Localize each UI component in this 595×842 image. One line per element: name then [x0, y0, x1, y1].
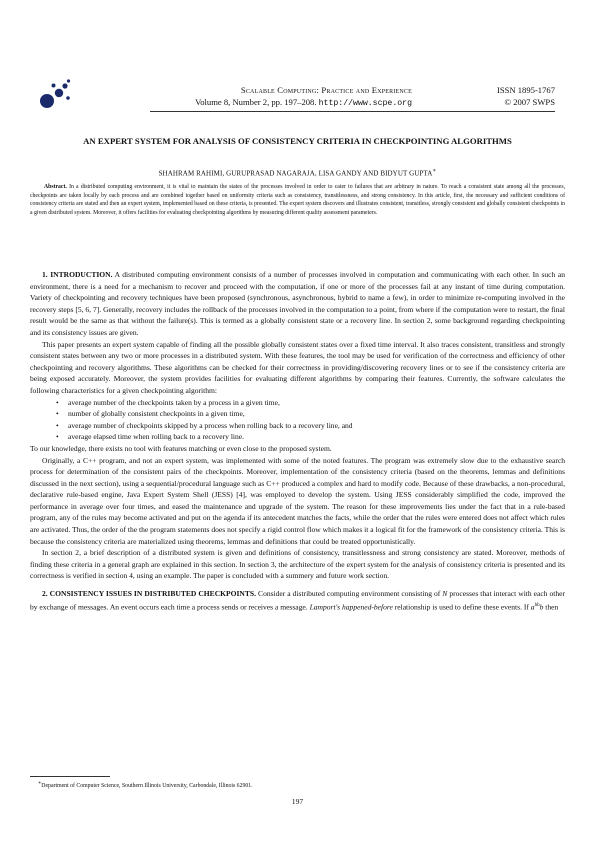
author-footnote-mark: ∗ [432, 168, 437, 174]
math-symbol: a [530, 602, 535, 612]
paragraph: Originally, a C++ program, and not an expert system, was implemented with some of the noted features. The program was extremely slow due to the exhaustive search process for determination of the consistent pairs of the checkpoints. Moreover, implementation of the consistency criteria (based on the theorems, lemmas and definitions discussed in the next section), using a sequential/procedural language such as C++ produced a complex and hard to modify code. Because of these drawbacks, a non-procedural, declarative rule-based engine, Java Expert System Shell (JESS) [4], was employed to develop the system. Using JESS considerably simplified the code, improved the performance in average over four times, and eased the maintenance and upgrade of the system. The reason for these improvements lies under the fact that in a rule-based program, any of the rules may become activated and put on the agenda if its antecedent matches the facts, while the order that the rules were entered does not affect which rules are activated. Thus, the order of the the program statements does not specify a rigid control flow which makes it a logical fit for the framework of the consistency criteria. This is because the consistency criteria are materialized using theorems, lemmas and definitions that could be treated opportunistically. [30, 455, 565, 546]
paragraph-text: processes that interact with each other by exchange of messages. An event occurs each time a process sends or receives a message. [30, 589, 566, 612]
paragraph: To our knowledge, there exists no tool with features matching or even close to the proposed system. [30, 443, 332, 453]
scpe-logo [38, 76, 72, 110]
abstract [30, 183, 565, 218]
list-item [56, 420, 565, 432]
intro-paragraph [30, 269, 565, 339]
paragraph-text: then [545, 602, 559, 612]
bullet-icon: • [56, 397, 59, 407]
bullet-icon: • [56, 420, 59, 430]
issn: ISSN 1895-1767 [496, 85, 555, 95]
bullet-icon: • [56, 409, 59, 419]
author-list [70, 168, 525, 177]
footnote-mark: ∗ [38, 781, 42, 786]
section-heading-consistency: 2. CONSISTENCY ISSUES IN DISTRIBUTED CHECKPOINTS. [42, 589, 257, 599]
list-item [56, 431, 565, 443]
footnote [38, 780, 558, 790]
volume-info: Volume 8, Number 2, pp. 197–208. [195, 97, 317, 107]
body-text [30, 269, 565, 613]
math-symbol: b [539, 602, 544, 612]
journal-name: Scalable Computing: Practice and Experience [240, 85, 412, 95]
section-heading-introduction: 1. INTRODUCTION. [42, 270, 113, 279]
volume-line [150, 96, 412, 110]
journal-header [150, 84, 412, 110]
header-rule [150, 111, 555, 112]
abstract-label: Abstract. [44, 184, 67, 190]
paragraph: This paper presents an expert system capable of finding all the possible globally consistent states over a fixed time interval. It also traces consistent, transitless and strongly consistent states between any two or more processes in a distributed system. With these features, the tool may be used for verification of the correctness and efficiency of other checkpointing and recovery algorithms. These algorithms can be checked for their correctness in providing/discovering recovery lines or to see if the consistency criteria are being exposed accurately. Moreover, the system provides facilities for evaluating different algorithms by comparing their features. Currently, the software calculates the following characteristics for a given checkpointing algorithm: [30, 339, 565, 395]
list-item-text: average elapsed time when rolling back to a recovery line. [68, 432, 245, 442]
list-item [56, 397, 565, 409]
page-number: 197 [291, 797, 304, 806]
paragraph: In section 2, a brief description of a distributed system is given and definitions of consistency, transitlessness and strong consistency are stated. Moreover, methods of finding these criteria in a general graph are explained in this section. In section 3, the architecture of the expert system for the analysis of consistency criteria is presented and its correctness is verified in section 4, using an example. The paper is concluded with a summery and future work section. [30, 548, 565, 581]
emphasis-text: Lamport's happened-before [309, 602, 393, 612]
abstract-text: In a distributed computing environment, it is vital to maintain the states of the processes involved in order to cater to failures that are arbitrary in nature. To reach a consistent state among all the processes, checkpoints are taken locally by each process and are combined together based on uniformity criteria such as consistency, transitlessness, and strong consistency. In this article, first, the necessary and sufficient conditions of consistency criteria are stated and then an expert system, implemented based on these criteria, is presented. The expert system discovers and illustrates consistent, transitless, strongly consistent and globally consistent checkpoints in a given distributed system. Moreover, it offers facilities for evaluating checkpointing algorithms by measuring different quality assessment parameters. [30, 184, 566, 217]
list-item-text: average number of checkpoints skipped by a process when rolling back to a recovery line, and [68, 420, 353, 430]
math-relation: hb [534, 602, 540, 608]
characteristics-list [30, 397, 565, 443]
paper-title: AN EXPERT SYSTEM FOR ANALYSIS OF CONSISTENCY CRITERIA IN CHECKPOINTING ALGORITHMS [83, 136, 512, 146]
author-names: SHAHRAM RAHIMI, GURUPRASAD NAGARAJA, LISA GANDY AND BIDYUT GUPTA [158, 169, 433, 178]
journal-url-link[interactable]: http://www.scpe.org [318, 99, 412, 108]
list-item [56, 408, 565, 420]
list-item-text: average number of the checkpoints taken by a process in a given time, [68, 397, 280, 407]
math-symbol: N [442, 589, 448, 599]
footnote-rule [30, 776, 110, 777]
bullet-icon: • [56, 432, 59, 442]
paragraph-text: relationship is used to define these events. If [394, 602, 529, 612]
paragraph-text: Consider a distributed computing environment consisting of [258, 589, 441, 599]
paragraph-text: A distributed computing environment consists of a number of processes involved in computation and communicating with each other. In such an environment, there is a need for a mechanism to recover and proceed with the computation, if one or more of the processes fail at any instant of time during computation. Variety of checkpointing and recovery techniques have been proposed (synchronous, asynchronous, hybrid to name a few), in order to minimize re-computing involved in the recovery steps [5, 6, 7]. Generally, recovery includes the rollback of the processes involved in the computation to a point, from where if the computation were to restart, the final result would be the same as that without the failure(s). This is termed as a globally consistent state or a recovery line. In section 2, some background regarding checkpointing and its consistency issues are given. [30, 270, 565, 337]
issn-block [420, 84, 555, 108]
copyright: © 2007 SWPS [504, 97, 555, 107]
footnote-text: Department of Computer Science, Southern Illinois University, Carbondale, Illinois 62901. [41, 782, 253, 789]
section2-paragraph [30, 588, 565, 613]
list-item-text: number of globally consistent checkpoints in a given time, [68, 409, 245, 419]
